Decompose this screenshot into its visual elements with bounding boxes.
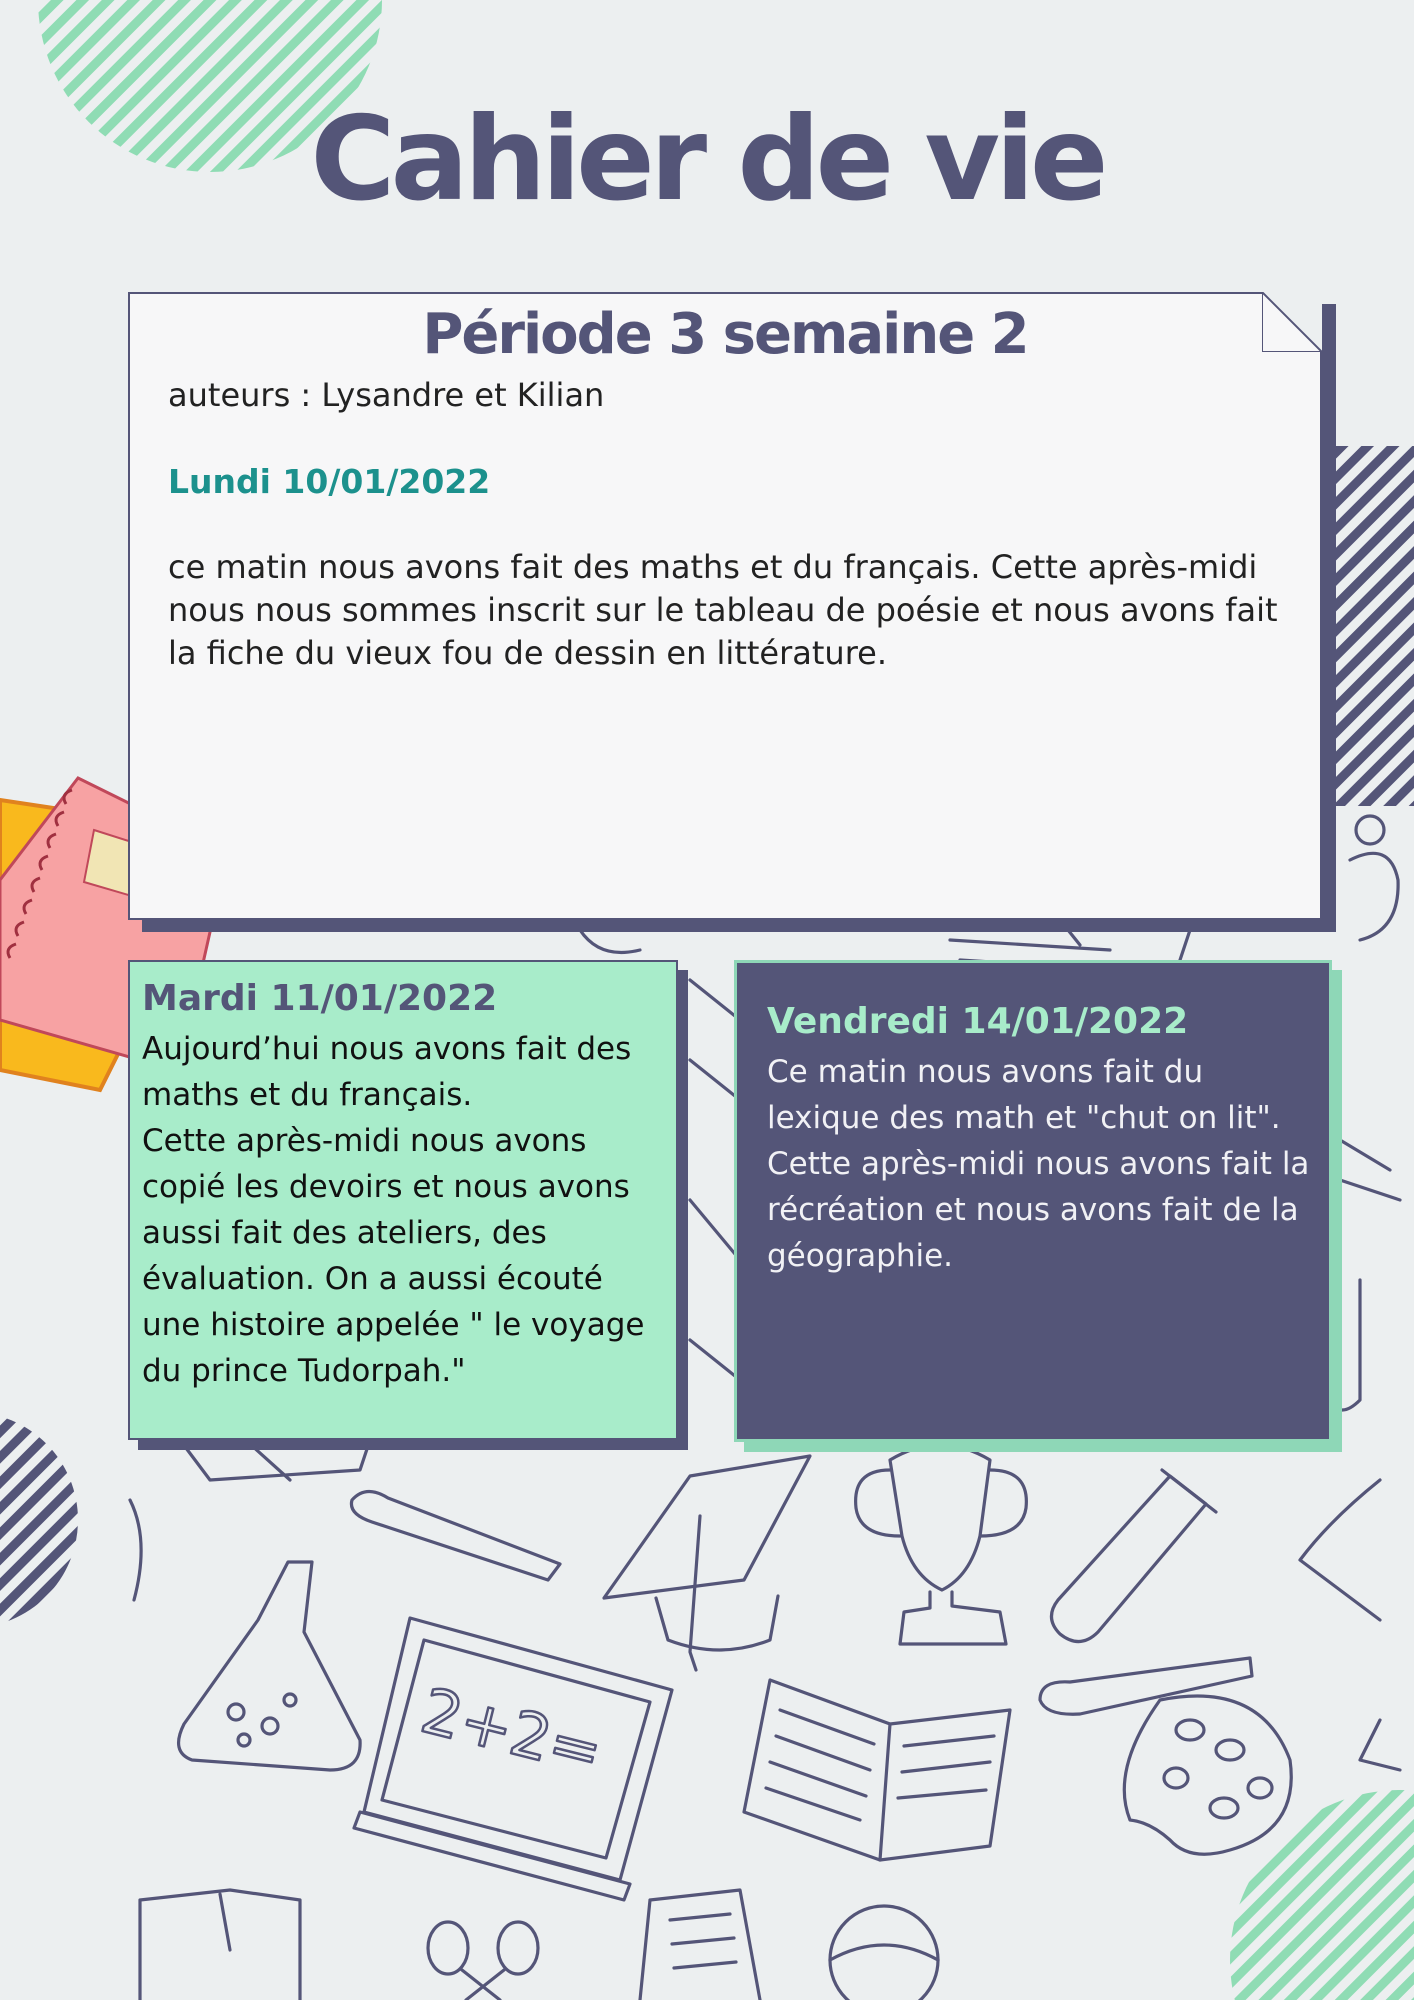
globe-icon: [830, 1906, 938, 2000]
scissors-icon: [428, 1922, 538, 2000]
tuesday-text: Aujourd’hui nous avons fait des maths et du français. Cette après-midi nous avons copié les devoirs et nous avons aussi fait des ateliers, des évaluation. On a aussi écouté une histoire appelée " le voyage du prince Tudorpah.": [142, 1031, 645, 1389]
friday-label: Vendredi 14/01/2022: [767, 1001, 1189, 1042]
main-journal-card: [128, 292, 1322, 920]
paint-palette-icon: [1124, 1696, 1291, 1854]
pen-icon: [351, 1491, 1252, 1714]
leaf-icon: [130, 1480, 1380, 1620]
monday-label: Lundi 10/01/2022: [168, 462, 491, 501]
striped-block-right: [1334, 446, 1414, 806]
document-icon: [640, 1890, 760, 2000]
open-book-icon: [744, 1680, 1010, 1860]
striped-circle-left: [0, 1412, 78, 1628]
period-heading: Période 3 semaine 2: [422, 302, 1028, 367]
chalkboard-icon: [354, 1618, 672, 1900]
striped-circle-bottom-right: [1230, 1790, 1414, 2000]
tuesday-label: Mardi 11/01/2022: [142, 978, 498, 1019]
test-tube-icon: [1051, 1470, 1216, 1642]
tuesday-card: [128, 960, 678, 1440]
monday-text: ce matin nous avons fait des maths et du français. Cette après-midi nous nous sommes inscrit sur le tableau de poésie et nous avons fait la fiche du vieux fou de dessin en littérature.: [168, 548, 1278, 672]
graduation-cap-icon: [604, 1456, 810, 1670]
book-icon: [140, 1890, 300, 2000]
authors-line: auteurs : Lysandre et Kilian: [168, 376, 605, 414]
svg-text:2+2=: 2+2=: [414, 1673, 610, 1789]
friday-card: [734, 960, 1332, 1442]
page-title: Cahier de vie: [310, 92, 1104, 227]
friday-text: Ce matin nous avons fait du lexique des math et "chut on lit". Cette après-midi nous avons fait la récréation et nous avons fait de la géographie.: [767, 1054, 1310, 1274]
trophy-icon: [856, 1445, 1027, 1644]
flask-icon: [179, 1562, 361, 1770]
